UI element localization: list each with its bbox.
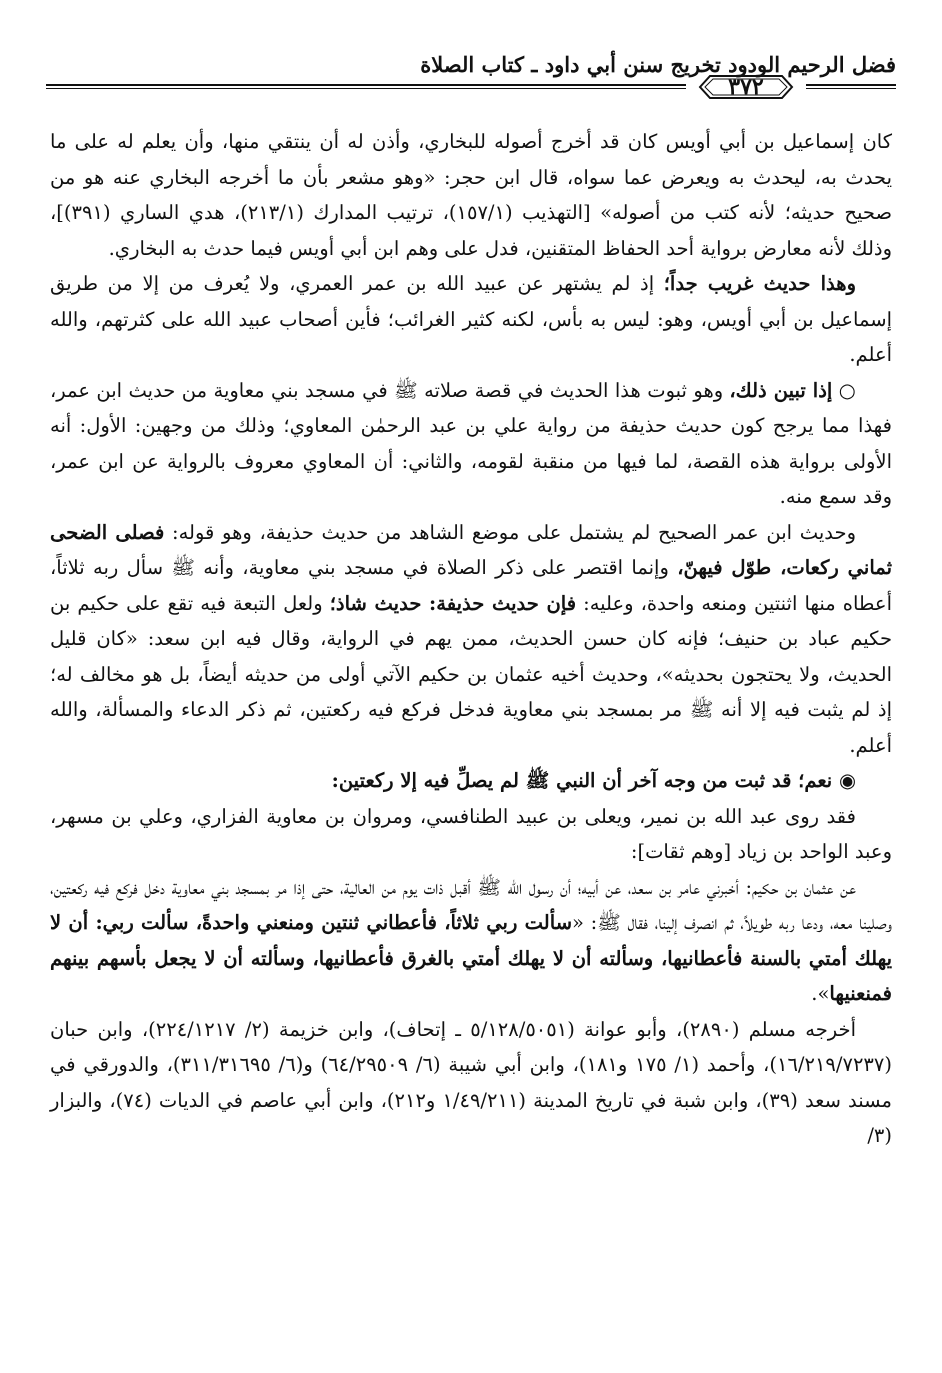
text-segment: وحديث ابن عمر الصحيح لم يشتمل على موضع الشاهد من حديث حذيفة، وهو قوله: [164, 520, 857, 544]
text-segment: وإنما اقتصر على ذكر الصلاة في مسجد بني معاوية، وأنه ﷺ سأل ربه ثلاثاً، أعطاه منها اثنتين ومنعه واحدة، وعليه: [50, 556, 892, 615]
text-segment: كان إسماعيل بن أبي أويس كان قد أخرج أصوله للبخاري، وأذن له أن ينتقي منها، وأن يعلم له على ما يحدث به، ليحدث به ويعرض عما سواه، قال ابن حجر: «وهو مشعر بأن ما أخرجه البخاري عنه هو من صحيح حديثه؛ لأنه كتب من أصوله» [التهذيب (١٥٧/١)، ترتيب المدارك (٢١٣/١)، هدي الساري (٣٩١)]، وذلك لأنه معارض برواية أحد الحفاظ المتقنين، فدل على وهم ابن أبي أويس فيما حدث به البخاري. [50, 130, 893, 260]
page-number: ٣٧٢ [728, 74, 764, 100]
body-text [50, 124, 892, 1154]
text-segment: ولعل التبعة فيه تقع على حكيم بن حكيم عباد بن حنيف؛ فإنه كان حسن الحديث، ممن يهم في الرواية، وقال فيه ابن سعد: «كان قليل الحديث، ولا يحتجون بحديثه»، وحديث أخيه عثمان بن حكيم الآتي أولى من حديثه أيضاً، بل هو مخالف له؛ إذ لم يثبت فيه إلا أنه ﷺ مر بمسجد بني معاوية فدخل فركع فيه ركعتين، ثم ذكر الدعاء والمسألة، والله أعلم. [50, 591, 892, 757]
text-segment: فقد روى عبد الله بن نمير، ويعلى بن عبيد الطنافسي، ومروان بن معاوية الفزاري، وعلي بن مسهر، وعبد الواحد بن زياد [وهم ثقات]: [50, 804, 892, 863]
bold-text: فصلى الضحى ثماني ركعات، طوّل فيهنّ، [50, 520, 892, 579]
page-number-badge [696, 72, 796, 102]
paragraph-p7 [50, 870, 892, 1012]
text-segment: إذ لم يشتهر عن عبيد الله بن عمر العمري، ولا يُعرف من إلا من طريق إسماعيل بن أبي أويس، وهو: ليس به بأس، لكنه كثير الغرائب؛ فأين أصحاب عبيد الله على كثرتهم، والله أعلم. [50, 272, 892, 366]
text-segment: أخرجه مسلم (٢٨٩٠)، وأبو عوانة (٥/١٢٨/٥٠٥١ ـ إتحاف)، وابن خزيمة (٢/ ٢٢٤/١٢١٧)، وابن حبان (١٦/٢١٩/٧٢٣٧)، وأحمد (١/ ١٧٥ و١٨١)، وابن أبي شيبة (٦/ ٦٤/٢٩٥٠٩) و(٦/ ٣١١/٣١٦٩٥)، والدورقي في مسند سعد (٣٩)، وابن شبة في تاريخ المدينة (١/٤٩/٢١١ و٢١٢)، وابن أبي عاصم في الديات (٧٤)، والبزار (٣/ [50, 1017, 892, 1147]
text-segment: ». [811, 982, 830, 1005]
bold-text: ◉ [832, 769, 856, 792]
bold-text: فإن حديث حذيفة: حديث شاذ؛ [329, 591, 577, 615]
book-title: فضل الرحيم الودود تخريج سنن أبي داود ـ كتاب الصلاة [420, 52, 896, 77]
text-segment: وهو ثبوت هذا الحديث في قصة صلاته ﷺ في مسجد بني معاوية من حديث ابن عمر، فهذا مما يرجح كون حديث حذيفة من رواية علي بن عبد الرحمٰن المعاوي؛ وذلك من وجهين: الأول: أنه الأولى برواية هذه القصة، لما فيها من منقبة لقومه، والثاني: أن المعاوي معروف بالرواية عن ابن عمر، وقد سمع منه. [50, 378, 892, 508]
bold-text: سألت ربي ثلاثاً، فأعطاني ثنتين ومنعني واحدةً، سألت ربي: أن لا يهلك أمتي بالسنة فأعطانيها، وسألته أن لا يهلك أمتي بالغرق فأعطانيها، وسألته أن لا يجعل بأسهم بينهم فمنعنيها [50, 911, 892, 1005]
text-segment: عن عثمان بن حكيم: أخبرني عامر بن سعد، عن أبيه؛ أن رسول الله ﷺ أقبل ذات يوم من العالية، حتى إذا مر بمسجد بني معاوية دخل فركع فيه ركعتين، وصلينا معه، ودعا ربه طويلاً، ثم انصرف إلينا، فقال ﷺ: « [50, 875, 892, 934]
bold-text: وهذا حديث غريب جداً؛ [663, 272, 856, 295]
paragraph-p3 [50, 373, 892, 515]
text-segment: ○ [832, 378, 856, 402]
header-rule-right [806, 84, 896, 89]
paragraph-p4 [50, 515, 892, 764]
paragraph-p8 [50, 1012, 892, 1154]
paragraph-p6 [50, 799, 892, 870]
paragraph-p1 [50, 124, 892, 266]
paragraph-p5 [50, 763, 892, 799]
bold-text: إذا تبين ذلك، [729, 378, 833, 402]
running-header [46, 52, 896, 108]
paragraph-p2 [50, 266, 892, 373]
bold-text: نعم؛ قد ثبت من وجه آخر أن النبي ﷺ لم يصلِّ فيه إلا ركعتين: [331, 769, 833, 792]
header-rule-left [46, 84, 686, 89]
